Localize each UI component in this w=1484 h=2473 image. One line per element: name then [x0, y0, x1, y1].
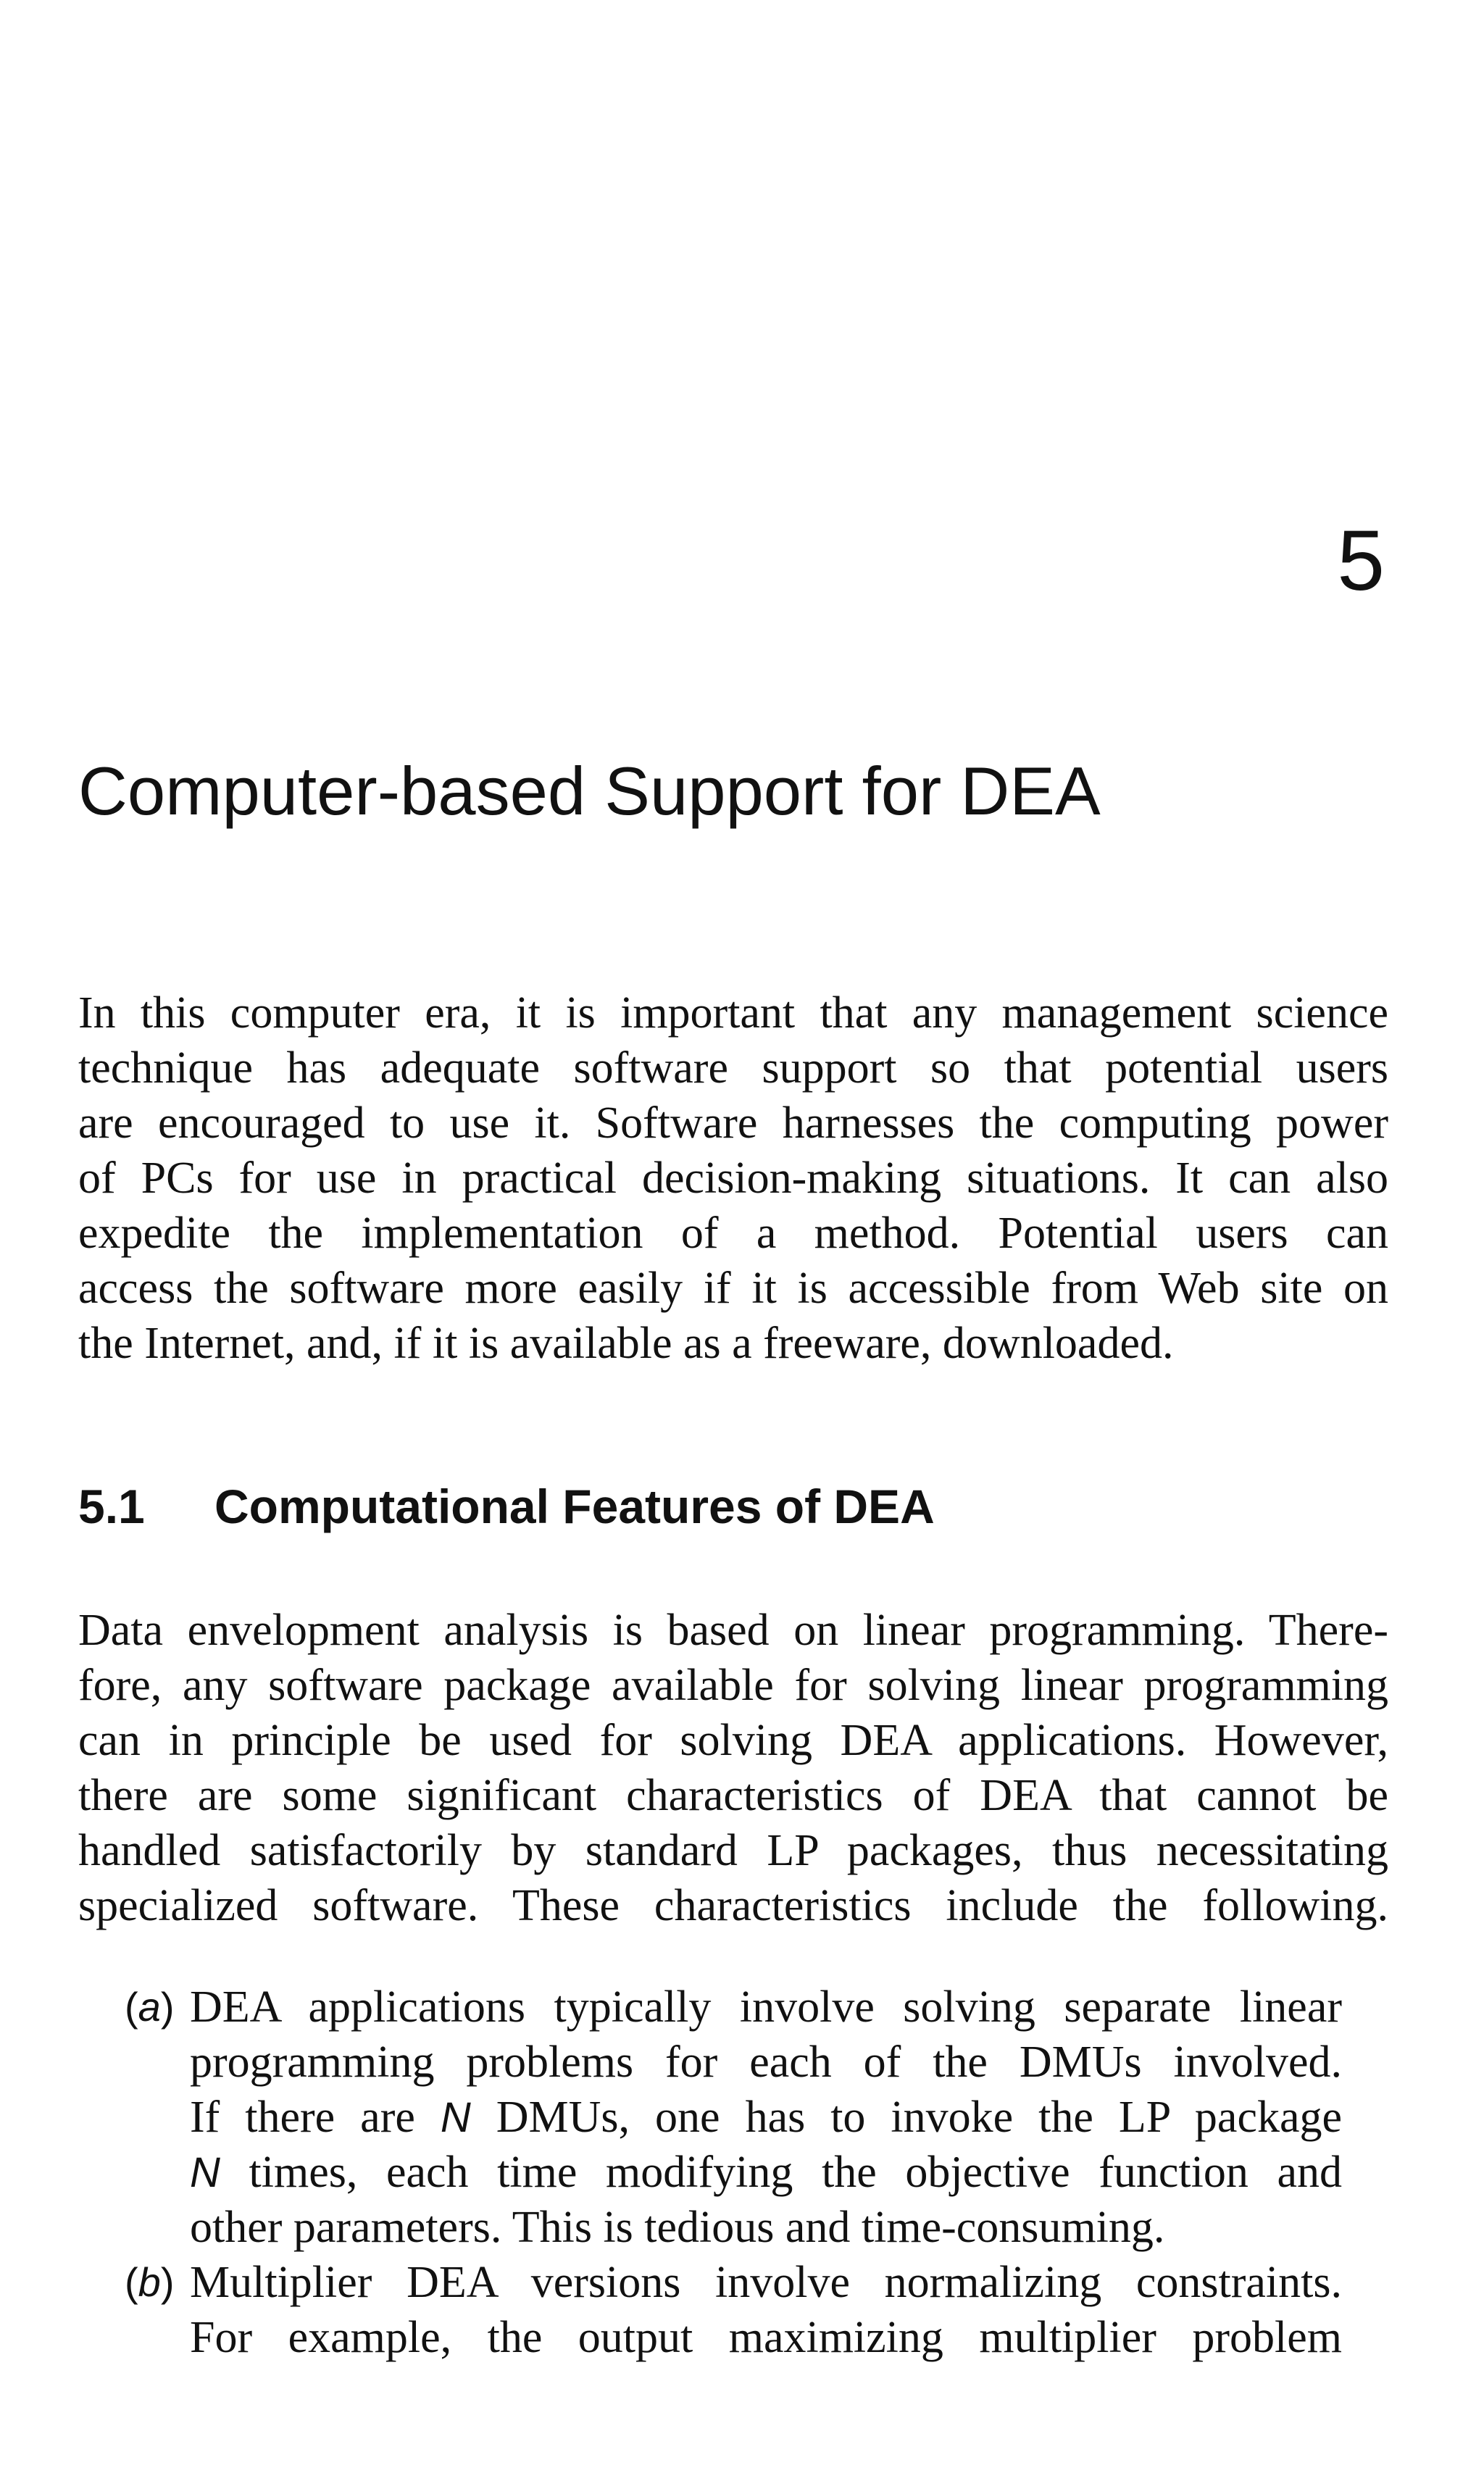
variable-n: N: [440, 2094, 471, 2141]
paragraph-line: are encouraged to use it. Software harnesses the computing power: [78, 1098, 1388, 1148]
list-line: If there are N DMUs, one has to invoke the LP package: [190, 2093, 1343, 2142]
paragraph-line: there are some significant characteristics of DEA that cannot be: [78, 1771, 1388, 1820]
paragraph-line: of PCs for use in practical decision-making situations. It can also: [78, 1154, 1388, 1203]
list-line: DEA applications typically involve solving separate linear: [190, 1982, 1342, 2032]
paragraph-line: the Internet, and, if it is available as a freeware, downloaded.: [78, 1319, 1174, 1368]
list-marker-a: (a): [125, 1984, 175, 2030]
intro-paragraph: [78, 985, 1388, 1371]
chapter-title: Computer-based Support for DEA: [78, 753, 1101, 829]
paragraph-line: access the software more easily if it is accessible from Web site on: [78, 1264, 1388, 1313]
variable-n: N: [190, 2149, 220, 2196]
list-item-a: [125, 1980, 1342, 2255]
paragraph-line: expedite the implementation of a method. Potential users can: [78, 1209, 1388, 1258]
section-heading: [78, 1478, 935, 1535]
list-line: programming problems for each of the DMUs involved.: [190, 2038, 1342, 2087]
section-number: 5.1: [78, 1480, 145, 1533]
list-line: For example, the output maximizing multiplier problem: [190, 2313, 1342, 2362]
list-line: N times, each time modifying the objective function and: [190, 2148, 1342, 2197]
paragraph-line: specialized software. These characteristics include the following.: [78, 1881, 1388, 1930]
paragraph-line: can in principle be used for solving DEA applications. However,: [78, 1716, 1388, 1765]
section-paragraph: [78, 1603, 1388, 1933]
list-line: other parameters. This is tedious and time-consuming.: [190, 2203, 1165, 2252]
paragraph-line: fore, any software package available for solving linear programming: [78, 1661, 1388, 1710]
section-title: Computational Features of DEA: [214, 1480, 935, 1533]
paragraph-line: In this computer era, it is important that any management science: [78, 988, 1388, 1038]
list-item-b: [125, 2255, 1342, 2365]
paragraph-line: handled satisfactorily by standard LP packages, thus necessitating: [78, 1826, 1388, 1875]
paragraph-line: technique has adequate software support so that potential users: [78, 1043, 1388, 1093]
characteristics-list: [125, 1980, 1342, 2365]
list-marker-b: (b): [125, 2259, 175, 2305]
chapter-number: 5: [1337, 513, 1385, 609]
paragraph-line: Data envelopment analysis is based on linear programming. There-: [78, 1606, 1388, 1655]
list-line: Multiplier DEA versions involve normalizing constraints.: [190, 2258, 1342, 2307]
